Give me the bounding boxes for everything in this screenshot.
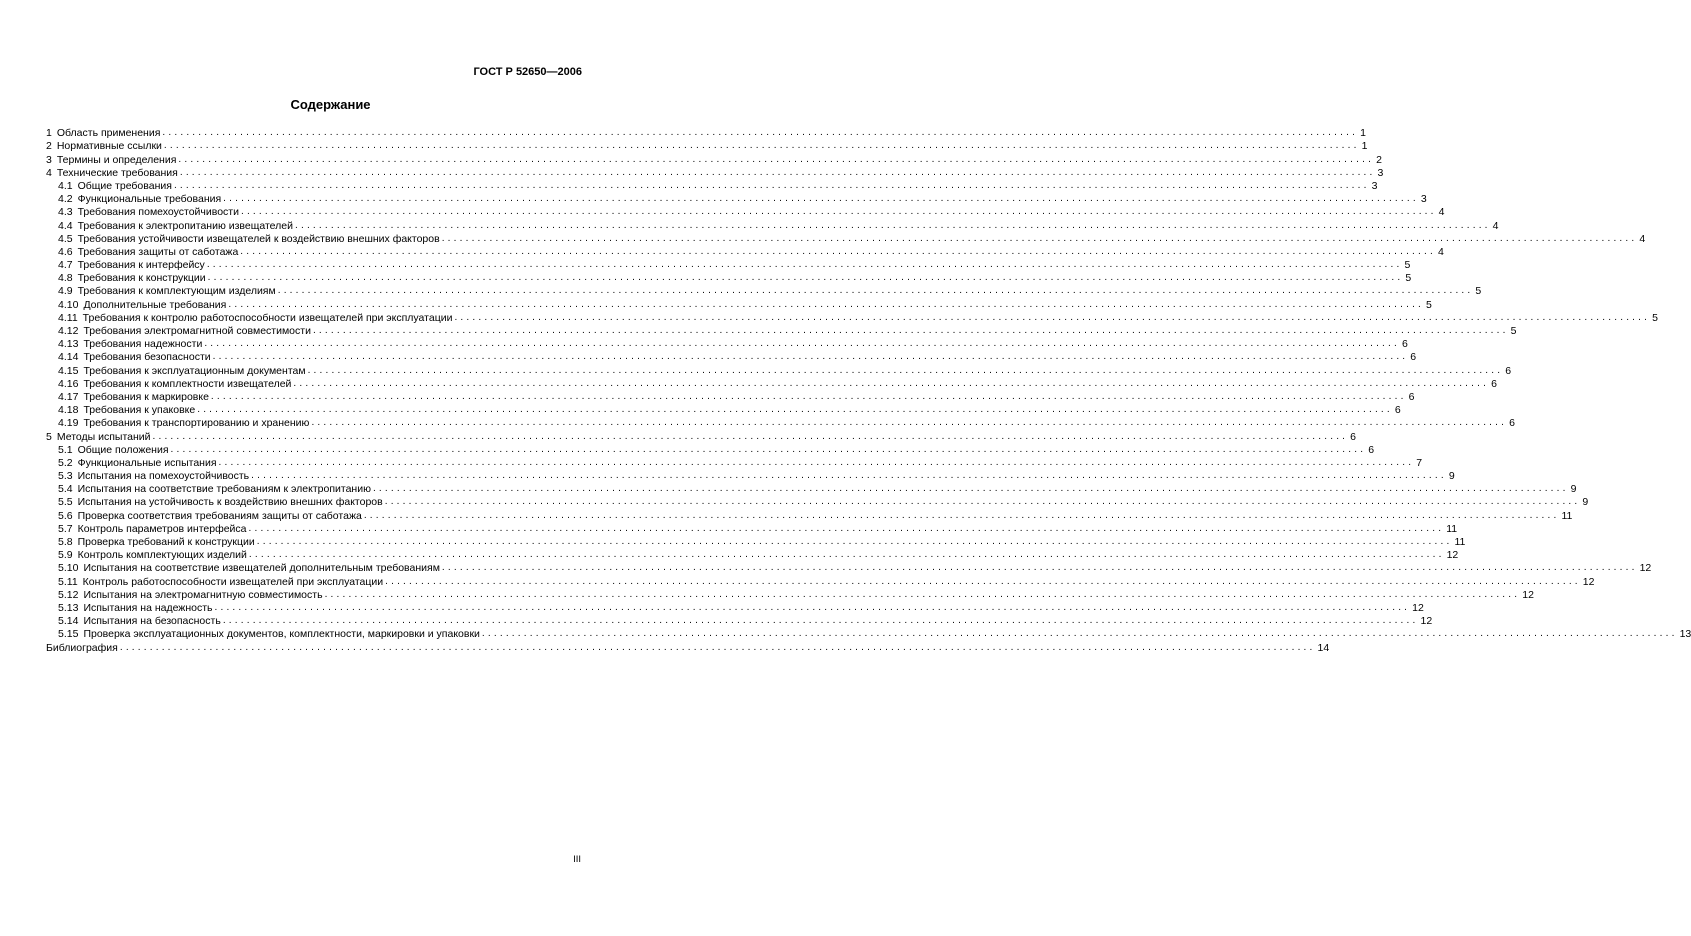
toc-entry[interactable] bbox=[46, 574, 1595, 588]
toc-leader-dots: ........................................................................................................................................................................................................ bbox=[240, 245, 1436, 257]
toc-leader-dots: ........................................................................................................................................................................................................ bbox=[441, 232, 1638, 244]
toc-entry-title: Требования к маркировке bbox=[83, 390, 209, 403]
toc-entry-title: Контроль параметров интерфейса bbox=[77, 522, 247, 535]
toc-entry-title: Контроль комплектующих изделий bbox=[77, 549, 247, 562]
toc-entry[interactable] bbox=[46, 297, 1432, 311]
toc-entry[interactable] bbox=[46, 640, 1330, 654]
toc-entry[interactable] bbox=[46, 324, 1517, 337]
toc-entry-number: 4 bbox=[46, 166, 52, 179]
toc-entry-page: 5 bbox=[1426, 298, 1432, 311]
toc-entry-number: 4.2 bbox=[58, 193, 73, 206]
toc-entry[interactable] bbox=[46, 245, 1444, 258]
toc-leader-dots: ........................................................................................................................................................................................................ bbox=[152, 430, 1349, 442]
toc-entry-number: 5.3 bbox=[58, 470, 73, 483]
toc-entry-number: 4.4 bbox=[58, 219, 73, 232]
toc-entry-page: 6 bbox=[1394, 404, 1401, 417]
toc-entry[interactable] bbox=[46, 416, 1515, 430]
toc-entry-page: 6 bbox=[1491, 377, 1497, 390]
toc-entry[interactable] bbox=[46, 390, 1415, 403]
toc-entry[interactable] bbox=[46, 482, 1577, 496]
toc-entry-title: Общие положения bbox=[77, 443, 169, 456]
toc-entry-page: 4 bbox=[1639, 232, 1646, 245]
toc-entry-number: 5 bbox=[46, 430, 52, 443]
page-title: Содержание bbox=[290, 97, 371, 112]
toc-leader-dots: ........................................................................................................................................................................................................ bbox=[307, 364, 1504, 376]
toc-entry[interactable] bbox=[46, 548, 1459, 562]
toc-entry-title: Требования безопасности bbox=[83, 351, 211, 364]
toc-leader-dots: ........................................................................................................................................................................................................ bbox=[173, 179, 1370, 191]
toc-entry-title: Нормативные ссылки bbox=[56, 140, 162, 153]
toc-entry-page: 11 bbox=[1454, 536, 1466, 548]
toc-entry[interactable] bbox=[46, 232, 1646, 245]
toc-entry[interactable] bbox=[46, 508, 1573, 522]
toc-leader-dots: ........................................................................................................................................................................................................ bbox=[454, 311, 1651, 323]
toc-entry-title: Функциональные требования bbox=[77, 193, 222, 206]
toc-entry-number: 4.3 bbox=[58, 206, 73, 219]
toc-entry-page: 3 bbox=[1377, 166, 1384, 179]
toc-entry-page: 12 bbox=[1582, 575, 1595, 588]
toc-entry-number: 4.11 bbox=[58, 311, 78, 324]
toc-entry[interactable] bbox=[46, 561, 1652, 575]
toc-entry-page: 14 bbox=[1317, 641, 1330, 654]
toc-entry-title: Требования к транспортированию и хранению bbox=[83, 417, 310, 430]
toc-entry[interactable] bbox=[46, 377, 1497, 390]
toc-entry-number: 1 bbox=[46, 127, 52, 140]
toc-entry-page: 12 bbox=[1412, 601, 1424, 614]
toc-entry-page: 5 bbox=[1510, 325, 1517, 337]
toc-leader-dots: ........................................................................................................................................................................................................ bbox=[240, 206, 1437, 218]
toc-entry-number: 3 bbox=[46, 153, 52, 166]
toc-entry-page: 9 bbox=[1570, 483, 1577, 496]
toc-leader-dots: ........................................................................................................................................................................................................ bbox=[441, 562, 1638, 574]
toc-entry-title: Методы испытаний bbox=[56, 430, 151, 443]
toc-entry-number: 5.13 bbox=[58, 601, 79, 614]
toc-entry-number: 5.2 bbox=[58, 456, 73, 469]
toc-entry-title: Требования устойчивости извещателей к воздействию внешних факторов bbox=[77, 232, 440, 245]
toc-entry-title: Испытания на надежность bbox=[83, 601, 213, 614]
toc-entry-number: 5.9 bbox=[58, 549, 73, 562]
toc-entry-page: 12 bbox=[1522, 588, 1534, 601]
toc-entry-number: 4.19 bbox=[58, 417, 79, 430]
toc-entry[interactable] bbox=[46, 205, 1445, 219]
document-code: ГОСТ Р 52650—2006 bbox=[473, 66, 582, 78]
toc-entry-page: 6 bbox=[1505, 364, 1512, 377]
toc-entry-page: 13 bbox=[1679, 628, 1691, 641]
toc-leader-dots: ........................................................................................................................................................................................................ bbox=[256, 536, 1453, 547]
toc-entry-title: Проверка соответствия требованиям защиты от саботажа bbox=[77, 509, 362, 522]
toc-entry-title: Требования к контролю работоспособности извещателей при эксплуатации bbox=[82, 311, 453, 324]
toc-entry-title: Требования к конструкции bbox=[77, 272, 206, 285]
toc-leader-dots: ........................................................................................................................................................................................................ bbox=[204, 338, 1400, 350]
toc-entry-number: 4.15 bbox=[58, 364, 79, 377]
toc-leader-dots: ........................................................................................................................................................................................................ bbox=[385, 575, 1581, 587]
toc-entry[interactable] bbox=[46, 271, 1412, 285]
toc-entry-number: 2 bbox=[46, 140, 52, 153]
toc-leader-dots: ........................................................................................................................................................................................................ bbox=[178, 153, 1375, 165]
toc-entry-page: 6 bbox=[1368, 443, 1375, 456]
toc-leader-dots: ........................................................................................................................................................................................................ bbox=[384, 496, 1581, 508]
toc-entry-title: Требования к интерфейсу bbox=[77, 259, 205, 272]
toc-leader-dots: ........................................................................................................................................................................................................ bbox=[251, 470, 1447, 482]
toc-entry-number: 4.17 bbox=[58, 390, 79, 403]
toc-entry[interactable] bbox=[46, 627, 1691, 641]
toc-entry[interactable] bbox=[46, 429, 1357, 443]
toc-entry-number: 4.7 bbox=[58, 259, 73, 272]
toc-entry-number: 5.14 bbox=[58, 615, 79, 628]
toc-entry[interactable] bbox=[46, 495, 1589, 509]
toc-entry-page: 11 bbox=[1446, 522, 1458, 535]
toc-entry[interactable] bbox=[46, 152, 1382, 166]
toc-entry-title: Требования помехоустойчивости bbox=[77, 206, 239, 219]
toc-entry-number: 4.8 bbox=[58, 272, 73, 285]
toc-entry-title: Библиография bbox=[46, 641, 118, 654]
toc-entry-page: 5 bbox=[1404, 259, 1411, 272]
toc-entry-title: Требования к комплектности извещателей bbox=[83, 377, 292, 390]
toc-entry-title: Испытания на устойчивость к воздействию внешних факторов bbox=[77, 496, 383, 509]
toc-entry[interactable] bbox=[46, 337, 1408, 351]
toc-entry-title: Контроль работоспособности извещателей при эксплуатации bbox=[82, 575, 384, 588]
toc-entry-title: Требования электромагнитной совместимости bbox=[83, 325, 311, 337]
toc-entry-page: 5 bbox=[1475, 285, 1482, 298]
toc-leader-dots: ........................................................................................................................................................................................................ bbox=[311, 417, 1508, 429]
toc-leader-dots: ........................................................................................................................................................................................................ bbox=[163, 140, 1360, 152]
toc-entry[interactable] bbox=[46, 601, 1424, 614]
toc-leader-dots: ........................................................................................................................................................................................................ bbox=[207, 272, 1404, 284]
toc-entry-number: 4.5 bbox=[58, 232, 73, 245]
toc-entry[interactable] bbox=[46, 456, 1423, 469]
toc-entry-number: 5.10 bbox=[58, 562, 79, 575]
toc-entry[interactable] bbox=[46, 258, 1411, 272]
toc-entry-title: Проверка эксплуатационных документов, комплектности, маркировки и упаковки bbox=[83, 628, 480, 641]
toc-entry[interactable] bbox=[46, 588, 1534, 601]
toc-entry-title: Дополнительные требования bbox=[83, 298, 227, 311]
toc-leader-dots: ........................................................................................................................................................................................................ bbox=[223, 193, 1419, 205]
toc-leader-dots: ........................................................................................................................................................................................................ bbox=[162, 127, 1359, 139]
toc-entry[interactable] bbox=[46, 614, 1433, 628]
toc-entry-page: 3 bbox=[1420, 193, 1427, 206]
toc-leader-dots: ........................................................................................................................................................................................................ bbox=[324, 588, 1521, 600]
toc-entry-number: 4.12 bbox=[58, 325, 79, 337]
toc-entry[interactable] bbox=[46, 166, 1384, 179]
toc-entry[interactable] bbox=[46, 350, 1417, 364]
toc-entry[interactable] bbox=[46, 535, 1466, 548]
toc-leader-dots: ........................................................................................................................................................................................................ bbox=[212, 351, 1409, 363]
table-of-contents bbox=[46, 126, 1691, 654]
toc-entry-page: 6 bbox=[1509, 417, 1515, 430]
toc-leader-dots: ........................................................................................................................................................................................................ bbox=[206, 259, 1403, 271]
toc-entry-page: 1 bbox=[1360, 127, 1366, 140]
toc-entry-title: Требования к электропитанию извещателей bbox=[77, 219, 293, 232]
toc-entry-title: Требования к упаковке bbox=[83, 404, 196, 417]
toc-entry[interactable] bbox=[46, 284, 1482, 298]
toc-entry-page: 9 bbox=[1448, 470, 1455, 483]
toc-entry-title: Требования надежности bbox=[83, 338, 203, 351]
toc-entry-title: Термины и определения bbox=[56, 153, 177, 166]
toc-leader-dots: ........................................................................................................................................................................................................ bbox=[119, 641, 1316, 653]
toc-entry-page: 2 bbox=[1376, 153, 1382, 166]
toc-leader-dots: ........................................................................................................................................................................................................ bbox=[248, 522, 1445, 534]
toc-entry-title: Функциональные испытания bbox=[77, 456, 217, 469]
toc-entry-page: 6 bbox=[1408, 390, 1415, 403]
toc-leader-dots: ........................................................................................................................................................................................................ bbox=[372, 483, 1569, 495]
toc-entry-number: 5.8 bbox=[58, 536, 73, 548]
toc-leader-dots: ........................................................................................................................................................................................................ bbox=[170, 443, 1367, 455]
toc-entry[interactable] bbox=[46, 179, 1378, 192]
toc-entry-page: 4 bbox=[1438, 206, 1445, 219]
toc-leader-dots: ........................................................................................................................................................................................................ bbox=[214, 601, 1411, 613]
toc-leader-dots: ........................................................................................................................................................................................................ bbox=[363, 509, 1560, 521]
toc-entry-title: Испытания на электромагнитную совместимость bbox=[83, 588, 323, 601]
toc-leader-dots: ........................................................................................................................................................................................................ bbox=[218, 456, 1415, 468]
toc-entry-page: 9 bbox=[1582, 496, 1589, 509]
toc-entry-number: 4.10 bbox=[58, 298, 79, 311]
toc-entry-title: Проверка требований к конструкции bbox=[77, 536, 255, 548]
toc-entry-number: 4.18 bbox=[58, 404, 79, 417]
toc-entry[interactable] bbox=[46, 469, 1455, 483]
toc-entry-number: 5.5 bbox=[58, 496, 73, 509]
toc-leader-dots: ........................................................................................................................................................................................................ bbox=[312, 325, 1509, 336]
toc-leader-dots: ........................................................................................................................................................................................................ bbox=[179, 166, 1376, 178]
toc-entry[interactable] bbox=[46, 443, 1375, 456]
toc-entry-title: Испытания на соответствие извещателей дополнительным требованиям bbox=[83, 562, 440, 575]
toc-entry-page: 12 bbox=[1420, 615, 1433, 628]
toc-entry-number: 4.9 bbox=[58, 285, 73, 298]
toc-entry-number: 5.7 bbox=[58, 522, 73, 535]
toc-entry-page: 12 bbox=[1639, 562, 1652, 575]
toc-entry[interactable] bbox=[46, 139, 1368, 153]
toc-entry-page: 12 bbox=[1446, 549, 1459, 562]
toc-entry-page: 3 bbox=[1371, 179, 1378, 192]
toc-entry-number: 4.14 bbox=[58, 351, 79, 364]
toc-entry-page: 4 bbox=[1437, 245, 1444, 258]
toc-entry-number: 4.1 bbox=[58, 179, 73, 192]
page-number: III bbox=[573, 854, 581, 865]
toc-entry-number: 5.11 bbox=[58, 575, 78, 588]
toc-leader-dots: ........................................................................................................................................................................................................ bbox=[222, 615, 1419, 627]
toc-entry[interactable] bbox=[46, 126, 1366, 140]
toc-leader-dots: ........................................................................................................................................................................................................ bbox=[277, 285, 1474, 297]
toc-leader-dots: ........................................................................................................................................................................................................ bbox=[210, 390, 1407, 402]
toc-entry-page: 4 bbox=[1492, 219, 1499, 232]
toc-leader-dots: ........................................................................................................................................................................................................ bbox=[197, 404, 1393, 416]
toc-entry-number: 5.4 bbox=[58, 483, 73, 496]
toc-entry-page: 6 bbox=[1410, 351, 1417, 364]
toc-entry-title: Технические требования bbox=[56, 166, 178, 179]
toc-entry[interactable] bbox=[46, 403, 1401, 417]
toc-entry-number: 5.1 bbox=[58, 443, 73, 456]
toc-entry-title: Область применения bbox=[56, 127, 161, 140]
toc-leader-dots: ........................................................................................................................................................................................................ bbox=[293, 377, 1490, 389]
toc-entry-title: Испытания на помехоустойчивость bbox=[77, 470, 250, 483]
toc-entry-page: 6 bbox=[1402, 338, 1408, 351]
toc-entry-title: Требования к эксплуатационным документам bbox=[83, 364, 306, 377]
toc-entry[interactable] bbox=[46, 192, 1427, 206]
toc-leader-dots: ........................................................................................................................................................................................................ bbox=[248, 549, 1445, 561]
toc-entry-page: 5 bbox=[1652, 311, 1658, 324]
toc-entry-title: Испытания на соответствие требованиям к электропитанию bbox=[77, 483, 371, 496]
toc-entry-title: Общие требования bbox=[77, 179, 172, 192]
toc-entry-title: Требования защиты от саботажа bbox=[77, 245, 239, 258]
toc-entry[interactable] bbox=[46, 522, 1458, 535]
toc-entry[interactable] bbox=[46, 363, 1512, 377]
toc-entry-number: 5.6 bbox=[58, 509, 73, 522]
toc-entry-number: 4.6 bbox=[58, 245, 73, 258]
toc-leader-dots: ........................................................................................................................................................................................................ bbox=[481, 628, 1678, 640]
toc-leader-dots: ........................................................................................................................................................................................................ bbox=[295, 219, 1491, 231]
toc-entry-page: 7 bbox=[1416, 456, 1423, 469]
toc-entry-number: 4.16 bbox=[58, 377, 79, 390]
toc-entry-number: 5.12 bbox=[58, 588, 79, 601]
toc-entry-title: Требования к комплектующим изделиям bbox=[77, 285, 276, 298]
toc-entry-page: 11 bbox=[1561, 509, 1573, 522]
toc-entry-page: 5 bbox=[1405, 272, 1412, 285]
toc-entry-number: 4.13 bbox=[58, 338, 79, 351]
toc-entry-title: Испытания на безопасность bbox=[83, 615, 221, 628]
toc-entry-page: 6 bbox=[1350, 430, 1357, 443]
toc-entry[interactable] bbox=[46, 311, 1658, 324]
toc-entry-page: 1 bbox=[1361, 140, 1368, 153]
toc-entry-number: 5.15 bbox=[58, 628, 79, 641]
toc-entry[interactable] bbox=[46, 218, 1499, 232]
toc-leader-dots: ........................................................................................................................................................................................................ bbox=[228, 298, 1425, 310]
